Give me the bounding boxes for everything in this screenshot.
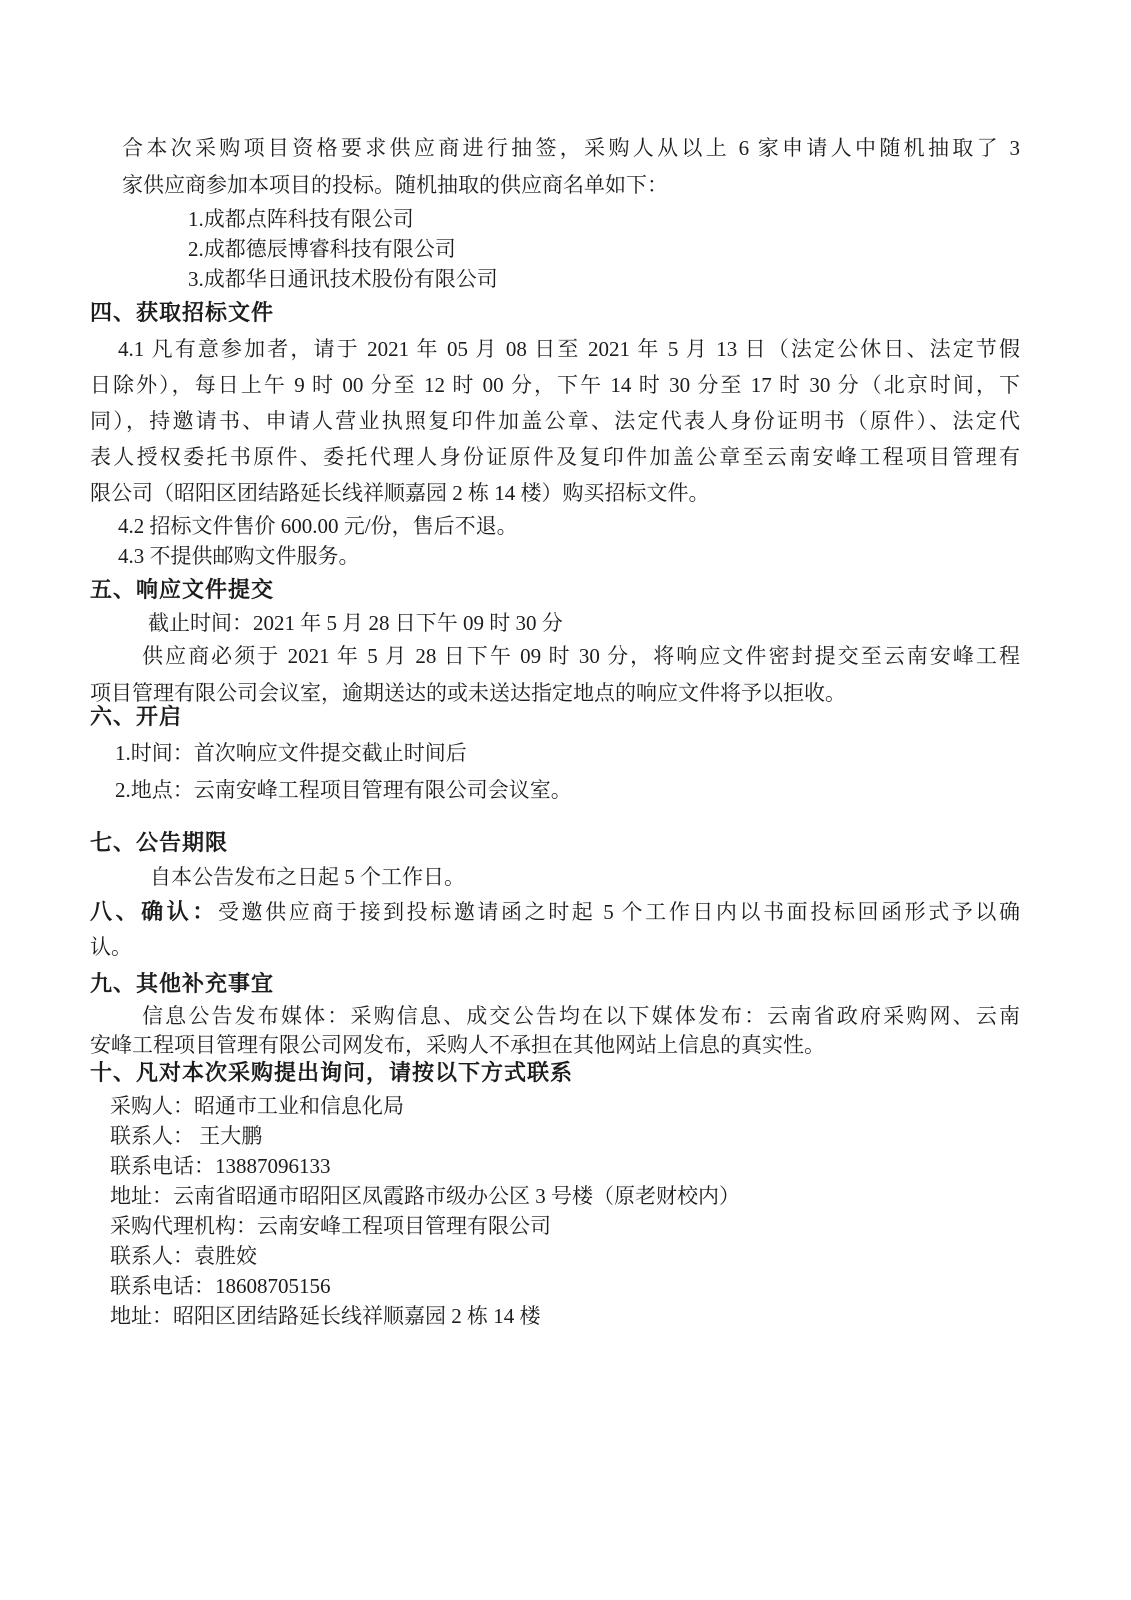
intro-line-2: 家供应商参加本项目的投标。随机抽取的供应商名单如下： bbox=[122, 173, 668, 197]
submission-line: 供应商必须于 2021 年 5 月 28 日下午 09 时 30 分，将响应文件密封提交至云南安峰工程 bbox=[142, 644, 1020, 668]
supplier-item-3: 3.成都华日通讯技术股份有限公司 bbox=[188, 267, 498, 291]
clause-4-1-line: 限公司（昭阳区团结路延长线祥顺嘉园 2 栋 14 楼）购买招标文件。 bbox=[90, 481, 710, 505]
confirmation-paragraph bbox=[90, 894, 1020, 965]
intro-line-1: 合本次采购项目资格要求供应商进行抽签，采购人从以上 6 家申请人中随机抽取了 3 bbox=[122, 136, 1020, 160]
supplier-item-2: 2.成都德辰博睿科技有限公司 bbox=[188, 237, 456, 261]
confirmation-text: 受邀供应商于接到投标邀请函之时起 5 个工作日内以书面投标回函形式予以确 bbox=[217, 900, 1020, 924]
opening-time-item: 1.时间：首次响应文件提交截止时间后 bbox=[115, 741, 467, 765]
deadline-line: 截止时间：2021 年 5 月 28 日下午 09 时 30 分 bbox=[148, 611, 563, 635]
agency-name: 采购代理机构：云南安峰工程项目管理有限公司 bbox=[110, 1214, 551, 1238]
clause-4-1-paragraph bbox=[90, 331, 1020, 511]
contact-address: 地址：云南省昭通市昭阳区凤霞路市级办公区 3 号楼（原老财校内） bbox=[110, 1184, 740, 1208]
agency-contact-person: 联系人：袁胜姣 bbox=[110, 1244, 257, 1268]
section-6-heading: 六、开启 bbox=[90, 704, 183, 729]
confirmation-line bbox=[90, 894, 1020, 930]
submission-line: 项目管理有限公司会议室，逾期送达的或未送达指定地点的响应文件将予以拒收。 bbox=[90, 681, 846, 705]
supplier-list bbox=[90, 204, 1020, 294]
confirmation-line: 认。 bbox=[90, 935, 132, 959]
supplier-item-1: 1.成都点阵科技有限公司 bbox=[188, 207, 414, 231]
section-4-heading: 四、获取招标文件 bbox=[90, 300, 275, 325]
contact-person: 联系人： 王大鹏 bbox=[110, 1124, 263, 1148]
section-8-heading: 八、确认： bbox=[90, 899, 218, 924]
announcement-period-paragraph: 自本公告发布之日起 5 个工作日。 bbox=[150, 865, 465, 889]
clause-4-1-line: 日除外），每日上午 9 时 00 分至 12 时 00 分，下午 14 时 30 分至 17 时 30 分（北京时间，下 bbox=[90, 373, 1020, 397]
section-10-heading: 十、凡对本次采购提出询问，请按以下方式联系 bbox=[90, 1060, 574, 1085]
opening-place-item: 2.地点：云南安峰工程项目管理有限公司会议室。 bbox=[115, 778, 572, 802]
clause-4-1-line: 4.1 凡有意参加者，请于 2021 年 05 月 08 日至 2021 年 5 月 13 日（法定公休日、法定节假 bbox=[118, 337, 1020, 361]
contact-block bbox=[90, 1091, 1020, 1331]
media-line: 信息公告发布媒体：采购信息、成交公告均在以下媒体发布：云南省政府采购网、云南 bbox=[142, 1004, 1020, 1028]
media-line: 安峰工程项目管理有限公司网发布，采购人不承担在其他网站上信息的真实性。 bbox=[90, 1033, 825, 1057]
section-5-heading: 五、响应文件提交 bbox=[90, 577, 275, 602]
section-9-heading: 九、其他补充事宜 bbox=[90, 971, 275, 996]
clause-4-1-line: 表人授权委托书原件、委托代理人身份证原件及复印件加盖公章至云南安峰工程项目管理有 bbox=[90, 445, 1020, 469]
intro-paragraph bbox=[90, 130, 1020, 204]
agency-phone: 联系电话：18608705156 bbox=[110, 1274, 331, 1298]
clause-4-1-line: 同），持邀请书、申请人营业执照复印件加盖公章、法定代表人身份证明书（原件）、法定代 bbox=[90, 409, 1020, 433]
contact-purchaser: 采购人：昭通市工业和信息化局 bbox=[110, 1094, 404, 1118]
clause-4-3: 4.3 不提供邮购文件服务。 bbox=[118, 544, 360, 568]
document-content bbox=[90, 0, 1020, 1331]
contact-phone: 联系电话：13887096133 bbox=[110, 1154, 331, 1178]
clause-4-2: 4.2 招标文件售价 600.00 元/份，售后不退。 bbox=[118, 514, 518, 538]
media-paragraph bbox=[90, 1002, 1020, 1060]
section-7-heading: 七、公告期限 bbox=[90, 830, 229, 855]
agency-address: 地址：昭阳区团结路延长线祥顺嘉园 2 栋 14 楼 bbox=[110, 1304, 541, 1328]
